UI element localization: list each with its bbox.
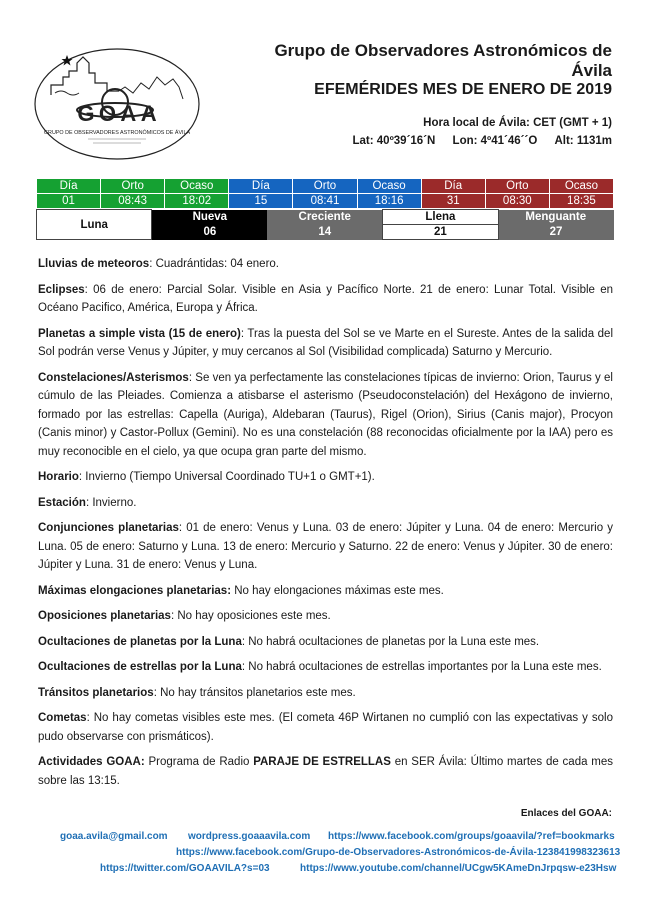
first-quarter-day: 14	[267, 225, 382, 240]
svg-text:G O A A: G O A A	[77, 101, 157, 126]
goaa-logo	[33, 47, 201, 161]
sunrise-label-cell: Orto	[101, 179, 165, 194]
section-text: : Cuadrántidas: 04 enero.	[149, 258, 279, 270]
sunrise-sunset-table	[36, 178, 614, 209]
day-label-cell: Día	[229, 179, 293, 194]
meteor-showers-paragraph	[38, 255, 613, 274]
moon-phases-table	[36, 209, 614, 240]
sunset-value-cell: 18:16	[357, 194, 421, 209]
section-text: : No hay oposiciones este mes.	[170, 610, 331, 622]
eclipses-paragraph	[38, 281, 613, 318]
facebook-page-link[interactable]: https://www.facebook.com/Grupo-de-Observadores-Astronómicos-de-Ávila-123841998323613	[176, 847, 621, 858]
section-text: : Invierno (Tiempo Universal Coordinado TU+1 o GMT+1).	[78, 471, 375, 483]
longitude: Lon: 4º41´46´´O	[452, 135, 538, 147]
section-text: No hay elongaciones máximas este mes.	[231, 584, 444, 597]
star-occultations-paragraph	[38, 658, 613, 677]
timezone-info: Hora local de Ávila: CET (GMT + 1)	[423, 117, 612, 129]
youtube-link[interactable]: https://www.youtube.com/channel/UCgw5KAmeDnJrpqsw-e23Hsw	[300, 863, 617, 874]
section-text: : Se ven ya perfectamente las constelaciones típicas de invierno: Orion, Taurus y el cúmulo de las Pleiades. Comienza a atisbarse el asterismo (Pseudoconstelación) del Hexágono de invierno, formado por las estrellas: Capella (Auriga), Aldebaran (Taurus), Rigel (Orion), Sirius (Canis major), Procyon (Canis minor) y Castor-Pollux (Gemini). No es una constelación (88 reconocidas oficialmente por la IAA) pero es muy reconocible en el cielo, ya que ocupa gran parte del mismo.	[38, 371, 613, 458]
section-label: Estación	[38, 496, 86, 509]
day-value-cell: 01	[37, 194, 101, 209]
constellations-paragraph	[38, 369, 613, 462]
section-label: Ocultaciones de estrellas por la Luna	[38, 661, 242, 673]
section-label: Tránsitos planetarios	[38, 686, 154, 699]
sunset-value-cell: 18:02	[165, 194, 229, 209]
activities-paragraph	[38, 753, 613, 790]
first-quarter-label: Creciente	[267, 210, 382, 225]
section-label: Eclipses	[38, 283, 85, 296]
section-label: Lluvias de meteoros	[38, 258, 150, 270]
section-label: Conjunciones planetarias	[38, 522, 179, 534]
email-link[interactable]: goaa.avila@gmail.com	[60, 831, 168, 842]
ephemeris-content	[38, 255, 613, 797]
day-label-cell: Día	[421, 179, 485, 194]
last-quarter-label: Menguante	[498, 210, 613, 225]
altitude: Alt: 1131m	[554, 135, 612, 147]
section-label: Cometas	[38, 712, 87, 724]
section-text: : No hay cometas visibles este mes. (El cometa 46P Wirtanen no cumplió con las expectativas y solo pudo observarse con prismáticos).	[38, 712, 613, 743]
full-moon-label: Llena	[383, 210, 498, 225]
sunset-label-cell: Ocaso	[549, 179, 613, 194]
section-text: Programa de Radio	[144, 756, 254, 768]
sunset-value-cell: 18:35	[549, 194, 613, 209]
twitter-link[interactable]: https://twitter.com/GOAAVILA?s=03	[100, 863, 270, 874]
visible-planets-paragraph	[38, 325, 613, 362]
elongations-paragraph	[38, 582, 613, 601]
sunrise-label-cell: Orto	[293, 179, 357, 194]
conjunctions-paragraph	[38, 519, 613, 575]
moon-label: Luna	[80, 218, 108, 231]
sunrise-label-cell: Orto	[485, 179, 549, 194]
location-info	[232, 135, 612, 147]
planet-occultations-paragraph	[38, 633, 613, 652]
comets-paragraph	[38, 709, 613, 746]
section-text: : Tras la puesta del Sol se ve Marte en el Sureste. Antes de la salida del Sol podrán verse Venus y Júpiter, y muy cercanos al Sol (Visibilidad complicada) Saturno y Mercurio.	[38, 327, 614, 358]
section-text: : 06 de enero: Parcial Solar. Visible en Asia y Pacífico Norte. 21 de enero: Lunar Total. Visible en Océano Pacifico, América, Europa y África.	[38, 283, 613, 314]
section-label: Máximas elongaciones planetarias:	[38, 584, 232, 597]
sunrise-value-cell: 08:43	[101, 194, 165, 209]
section-label: Oposiciones planetarias	[38, 610, 171, 622]
moon-label-cell	[37, 210, 152, 240]
latitude: Lat: 40º39´16´N	[352, 135, 436, 147]
oppositions-paragraph	[38, 607, 613, 626]
season-paragraph	[38, 494, 613, 513]
ephemeris-value-row	[37, 194, 614, 209]
radio-program-name: PARAJE DE ESTRELLAS	[253, 756, 391, 768]
svg-text:GRUPO DE OBSERVADORES ASTRONÓM: GRUPO DE OBSERVADORES ASTRONÓMICOS DE ÁVILA	[43, 130, 191, 136]
links-heading: Enlaces del GOAA:	[520, 808, 612, 819]
section-label: Planetas a simple vista (15 de enero)	[38, 327, 241, 340]
transits-paragraph	[38, 684, 613, 703]
sunrise-value-cell: 08:30	[485, 194, 549, 209]
section-text: : Invierno.	[85, 496, 137, 509]
facebook-group-link[interactable]: https://www.facebook.com/groups/goaavila/?ref=bookmarks	[328, 831, 615, 842]
section-label: Ocultaciones de planetas por la Luna	[38, 635, 242, 648]
page-subtitle: EFEMÉRIDES MES DE ENERO DE 2019	[314, 81, 612, 98]
last-quarter-day: 27	[498, 225, 613, 240]
section-text: en SER Ávila: Último martes de cada mes sobre las 13:15.	[38, 756, 614, 787]
page-title: Grupo de Observadores Astronómicos de Ávila	[274, 41, 612, 80]
section-label: Horario	[38, 471, 79, 483]
time-zone-paragraph	[38, 468, 613, 487]
moon-phase-name-row	[37, 210, 614, 225]
section-text: : No hay tránsitos planetarios este mes.	[153, 686, 356, 699]
day-value-cell: 15	[229, 194, 293, 209]
sunrise-value-cell: 08:41	[293, 194, 357, 209]
new-moon-day: 06	[152, 225, 267, 240]
section-label: Actividades GOAA:	[38, 756, 145, 768]
full-moon-day: 21	[383, 225, 498, 240]
section-text: : No habrá ocultaciones de estrellas importantes por la Luna este mes.	[241, 661, 602, 673]
sunset-label-cell: Ocaso	[357, 179, 421, 194]
ephemeris-header-row	[37, 179, 614, 194]
wordpress-link[interactable]: wordpress.goaaavila.com	[188, 831, 311, 842]
section-text: : 01 de enero: Venus y Luna. 03 de enero: Júpiter y Luna. 04 de enero: Mercurio y Luna. 05 de enero: Saturno y Luna. 13 de enero: Mercurio y Saturno. 22 de enero: Venus y Júpiter. 30 de enero: Júpiter y Luna. 31 de enero: Venus y Luna.	[38, 522, 613, 571]
day-label-cell: Día	[37, 179, 101, 194]
section-label: Constelaciones/Asterismos	[38, 371, 189, 384]
section-text: : No habrá ocultaciones de planetas por la Luna este mes.	[241, 635, 540, 648]
day-value-cell: 31	[421, 194, 485, 209]
new-moon-label: Nueva	[152, 210, 267, 225]
sunset-label-cell: Ocaso	[165, 179, 229, 194]
